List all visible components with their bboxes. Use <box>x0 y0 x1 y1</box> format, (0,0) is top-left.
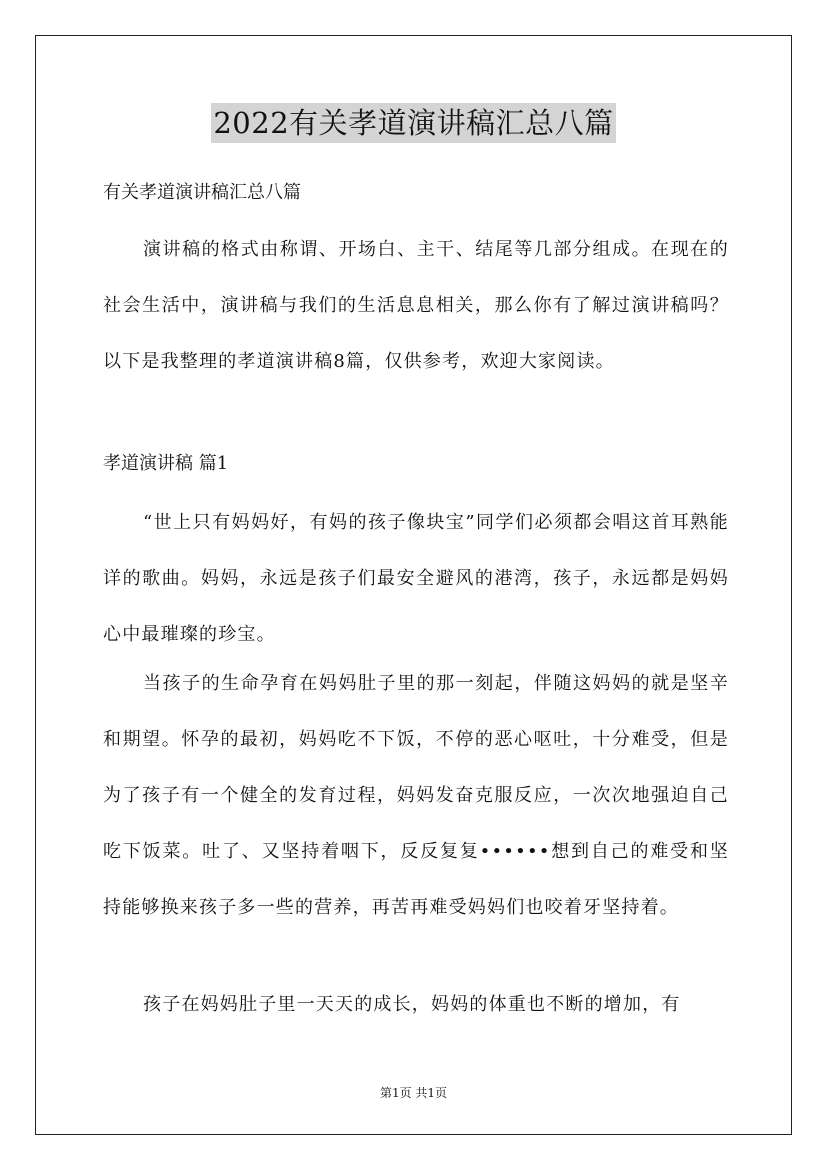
title-container <box>0 103 827 143</box>
body-paragraph-1: “世上只有妈妈好，有妈的孩子像块宝”同学们必须都会唱这首耳熟能详的歌曲。妈妈，永远是孩子们最安全避风的港湾，孩子，永远都是妈妈心中最璀璨的珍宝。 <box>103 512 729 645</box>
document-title: 2022有关孝道演讲稿汇总八篇 <box>211 103 615 143</box>
body-paragraph-3: 孩子在妈妈肚子里一天天的成长，妈妈的体重也不断的增加，有 <box>143 994 681 1015</box>
section-heading: 孝道演讲稿 篇1 <box>103 453 229 474</box>
page-footer: 第1页 共1页 <box>379 1086 448 1100</box>
intro-paragraph: 演讲稿的格式由称谓、开场白、主干、结尾等几部分组成。在现在的社会生活中，演讲稿与我们的生活息息相关，那么你有了解过演讲稿吗？以下是我整理的孝道演讲稿8篇，仅供参考，欢迎大家阅读。 <box>103 239 729 372</box>
body-paragraph-2: 当孩子的生命孕育在妈妈肚子里的那一刻起，伴随这妈妈的就是坚辛和期望。怀孕的最初，妈妈吃不下饭，不停的恶心呕吐，十分难受，但是为了孩子有一个健全的发育过程，妈妈发奋克服反应，一次次地强迫自己吃下饭菜。吐了、又坚持着咽下，反反复复••••••想到自己的难受和坚持能够换来孩子多一些的营养，再苦再难受妈妈们也咬着牙坚持着。 <box>103 673 729 918</box>
document-subtitle: 有关孝道演讲稿汇总八篇 <box>103 182 301 203</box>
